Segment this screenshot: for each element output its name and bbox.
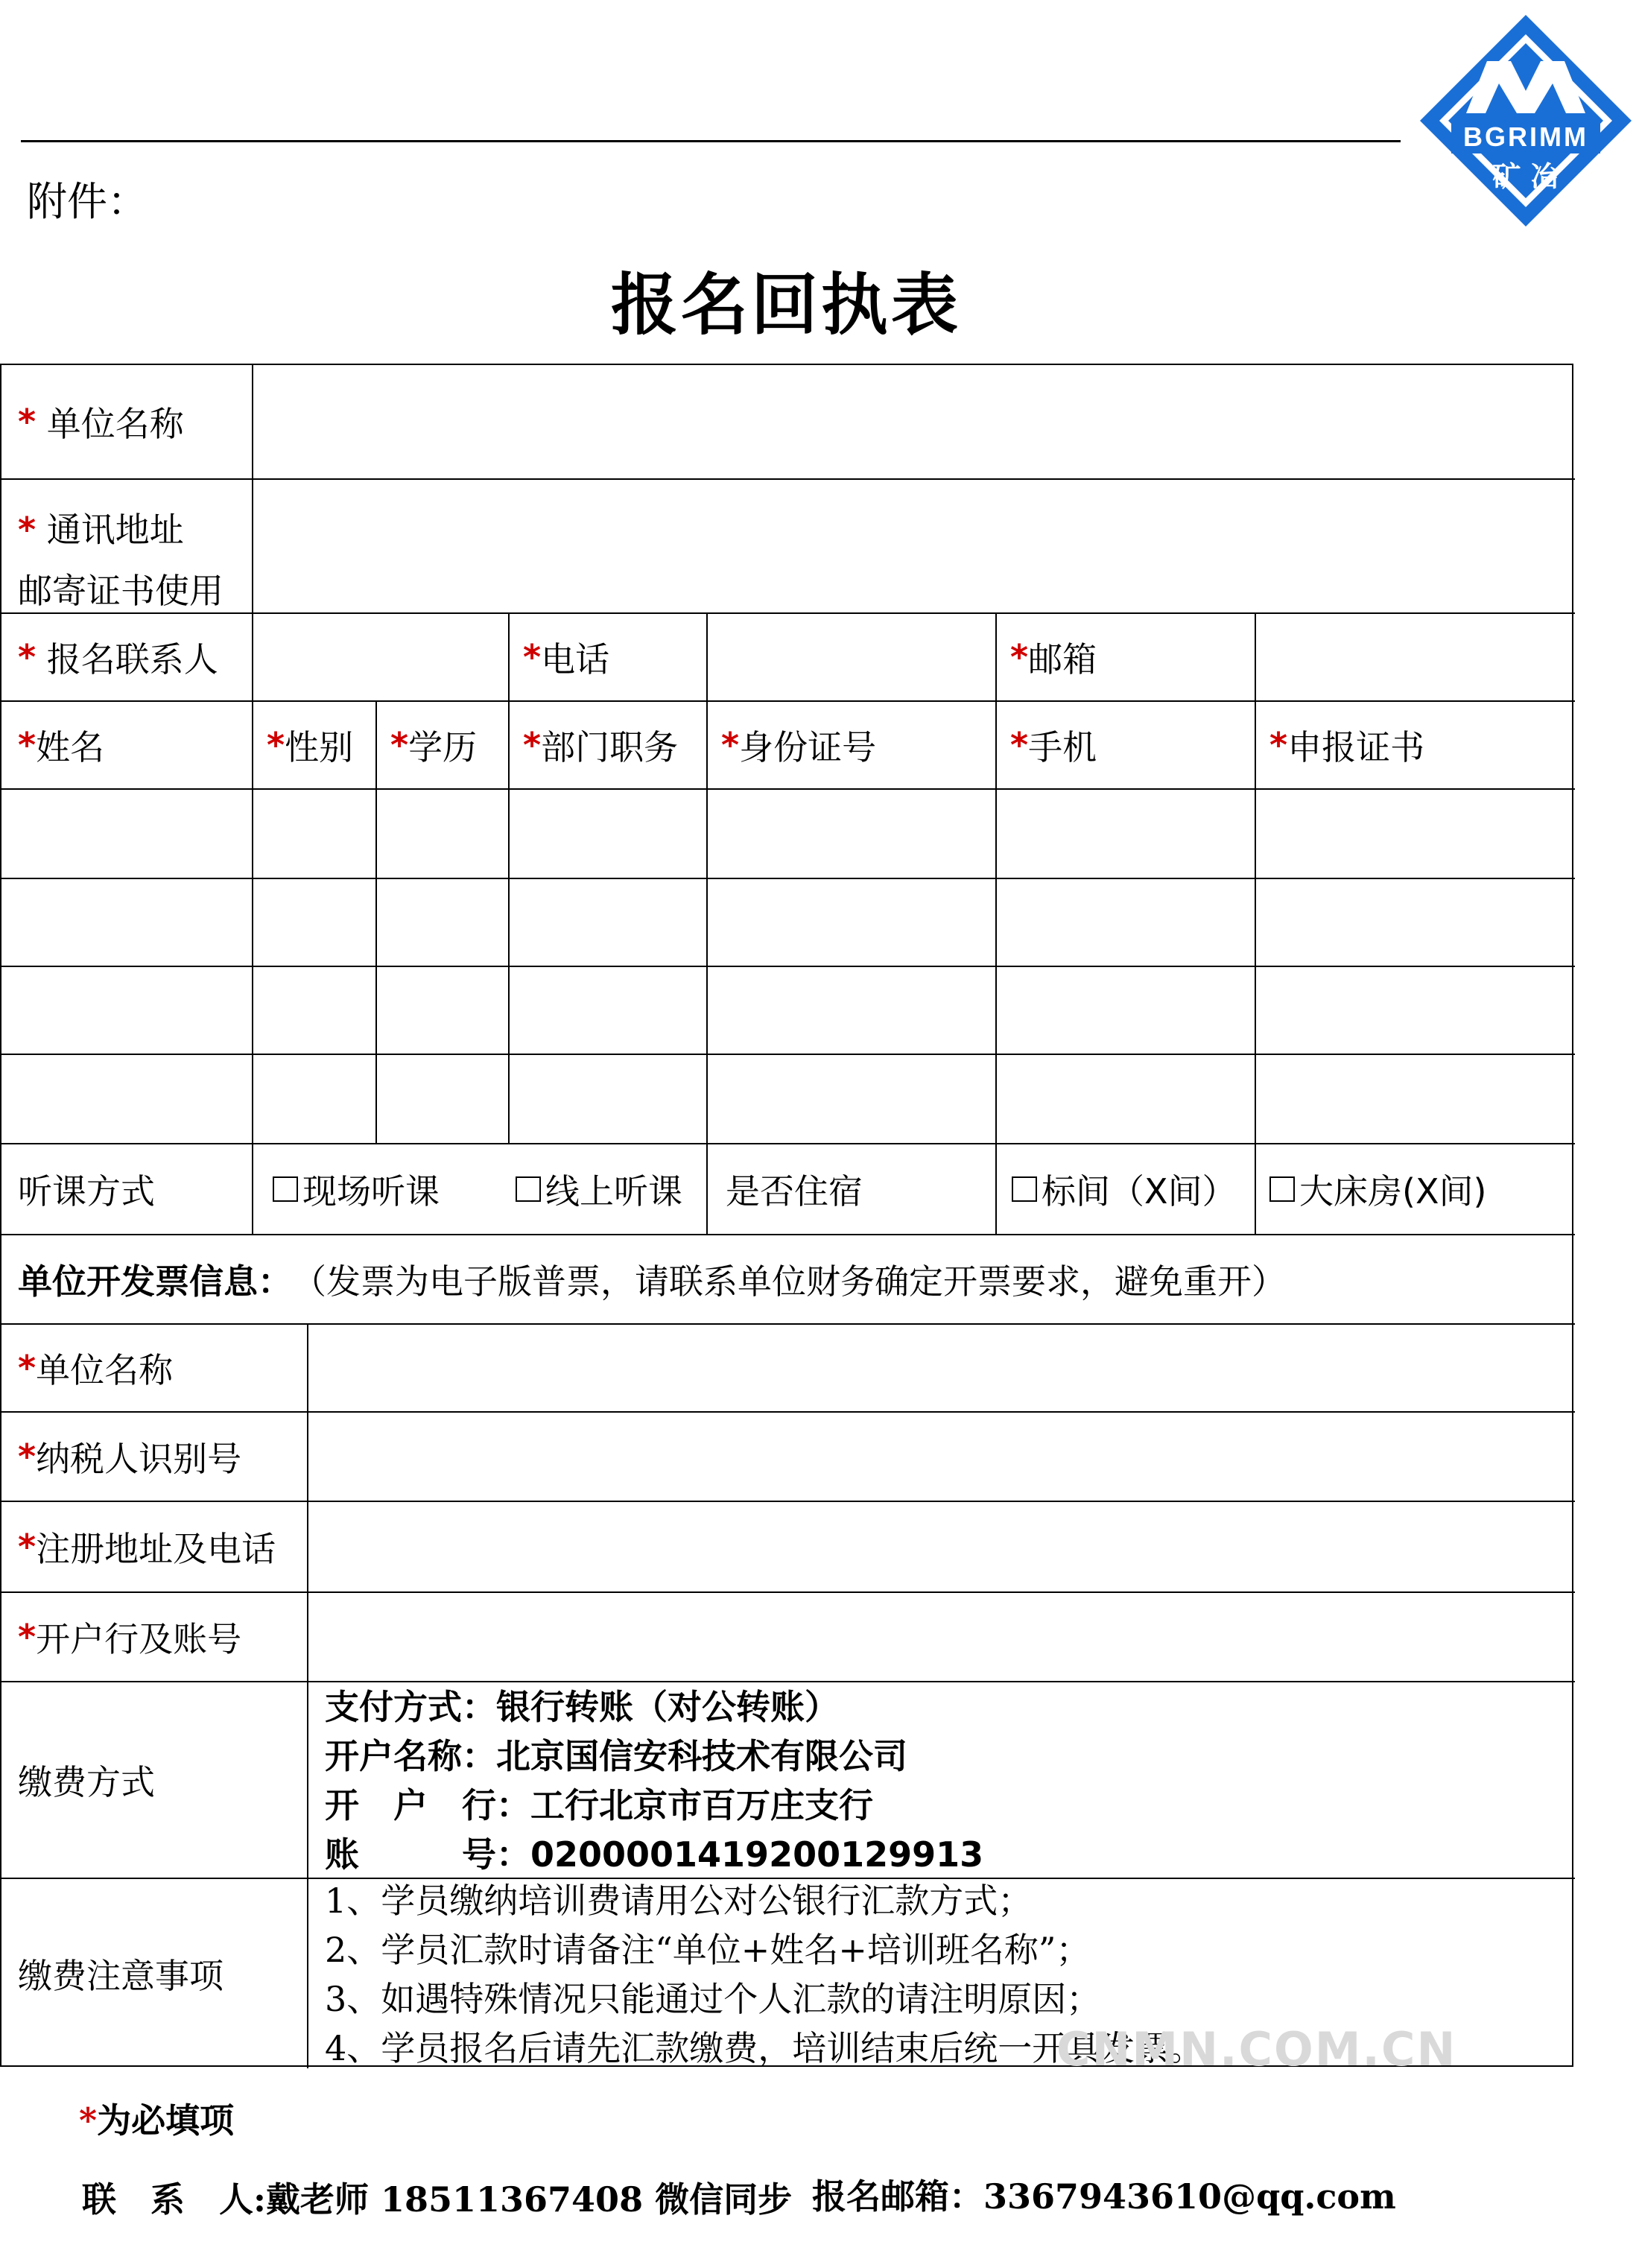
table-row[interactable] [1,1054,1575,1143]
phone-label: * 电话 [523,637,610,680]
onsite-checkbox[interactable] [273,1176,298,1202]
row-invoice-address [1,1501,1575,1591]
unit-name-label: * 单位名称 [18,402,184,444]
logo-text: BGRIMM [1463,121,1588,152]
payment-details [325,1682,983,1879]
invoice-tax-id-label: * 纳税人识别号 [18,1436,242,1479]
invoice-address-field[interactable] [310,1502,1569,1591]
row-unit-name [1,365,1575,478]
header-rule [21,140,1401,142]
note-line: 2、学员汇款时请备注“单位+姓名+培训班名称”； [325,1930,1091,1970]
row-attendance [1,1143,1575,1234]
unit-name-field[interactable] [255,365,1566,477]
row-payment-method [1,1681,1575,1878]
contact-info: 联 系 人:戴老师 18511367408 微信同步 [82,2179,793,2220]
online-checkbox[interactable] [516,1176,541,1202]
phone-field[interactable] [709,614,992,700]
col-education: * 学历 [390,725,478,767]
contact-field[interactable] [255,614,505,700]
king-room-checkbox[interactable] [1269,1176,1295,1202]
table-row[interactable] [1,788,1575,878]
col-name: * 姓名 [18,725,105,767]
row-invoice-tax-id [1,1411,1575,1501]
page-title: 报名回执表 [611,265,961,344]
col-mobile: * 手机 [1010,725,1097,767]
room-standard-option[interactable]: 标间（X间） [1012,1144,1237,1234]
registration-form [0,364,1573,2067]
row-address [1,478,1575,612]
payment-line: 开户名称：北京国信安科技术有限公司 [325,1736,907,1776]
payment-notes-label: 缴费注意事项 [18,1956,224,1996]
logo-cn: 矿 冶 [1492,160,1559,193]
invoice-unit-label: * 单位名称 [18,1348,174,1390]
note-line: 1、学员缴纳培训费请用公对公银行汇款方式； [325,1881,1033,1921]
payment-line: 开 户 行：工行北京市百万庄支行 [325,1785,873,1825]
col-department: * 部门职务 [523,725,679,767]
attend-onsite-option[interactable]: 现场听课 [273,1144,440,1234]
standard-room-checkbox[interactable] [1012,1176,1037,1202]
col-id-number: * 身份证号 [721,725,877,767]
invoice-heading: 单位开发票信息： （发票为电子版普票，请联系单位财务确定开票要求，避免重开） [18,1261,1286,1302]
invoice-bank-field[interactable] [310,1593,1569,1681]
invoice-address-label: * 注册地址及电话 [18,1527,276,1569]
required-note: *为必填项 [79,2100,235,2141]
table-row[interactable] [1,966,1575,1054]
payment-line: 支付方式：银行转账（对公转账） [325,1687,839,1727]
room-king-option[interactable]: 大床房(X间) [1269,1144,1486,1234]
row-contact [1,612,1575,700]
col-gender: * 性别 [267,725,354,767]
watermark: CNMN.COM.CN [1056,2022,1457,2077]
bgrimm-logo [1414,9,1638,232]
email-field[interactable] [1258,614,1570,700]
payment-method-label: 缴费方式 [18,1762,155,1802]
table-row[interactable] [1,878,1575,966]
note-line: 3、如遇特殊情况只能通过个人汇款的请注明原因； [325,1979,1101,2019]
address-field[interactable] [255,480,1566,611]
invoice-bank-label: * 开户行及账号 [18,1617,242,1659]
contact-label: * 报名联系人 [18,637,218,680]
attachment-label: 附件： [27,178,148,225]
row-column-headers [1,700,1575,788]
email-label: * 邮箱 [1010,637,1097,680]
invoice-unit-field[interactable] [310,1325,1569,1411]
attend-label: 听课方式 [18,1171,155,1211]
invoice-tax-id-field[interactable] [310,1413,1569,1501]
attend-online-option[interactable]: 线上听课 [516,1144,682,1234]
col-certificate: * 申报证书 [1269,725,1425,767]
registration-email: 报名邮箱：3367943610@qq.com [812,2176,1396,2217]
row-invoice-bank [1,1591,1575,1681]
row-invoice-unit [1,1323,1575,1411]
lodging-label: 是否住宿 [726,1171,863,1211]
row-invoice-heading [1,1234,1575,1323]
note-line: 4、学员报名后请先汇款缴费，培训结束后统一开具发票。 [325,2028,1204,2068]
address-label: * 通讯地址 邮寄证书使用 [18,510,224,611]
payment-line: 账 号：0200001419200129913 [325,1834,984,1875]
